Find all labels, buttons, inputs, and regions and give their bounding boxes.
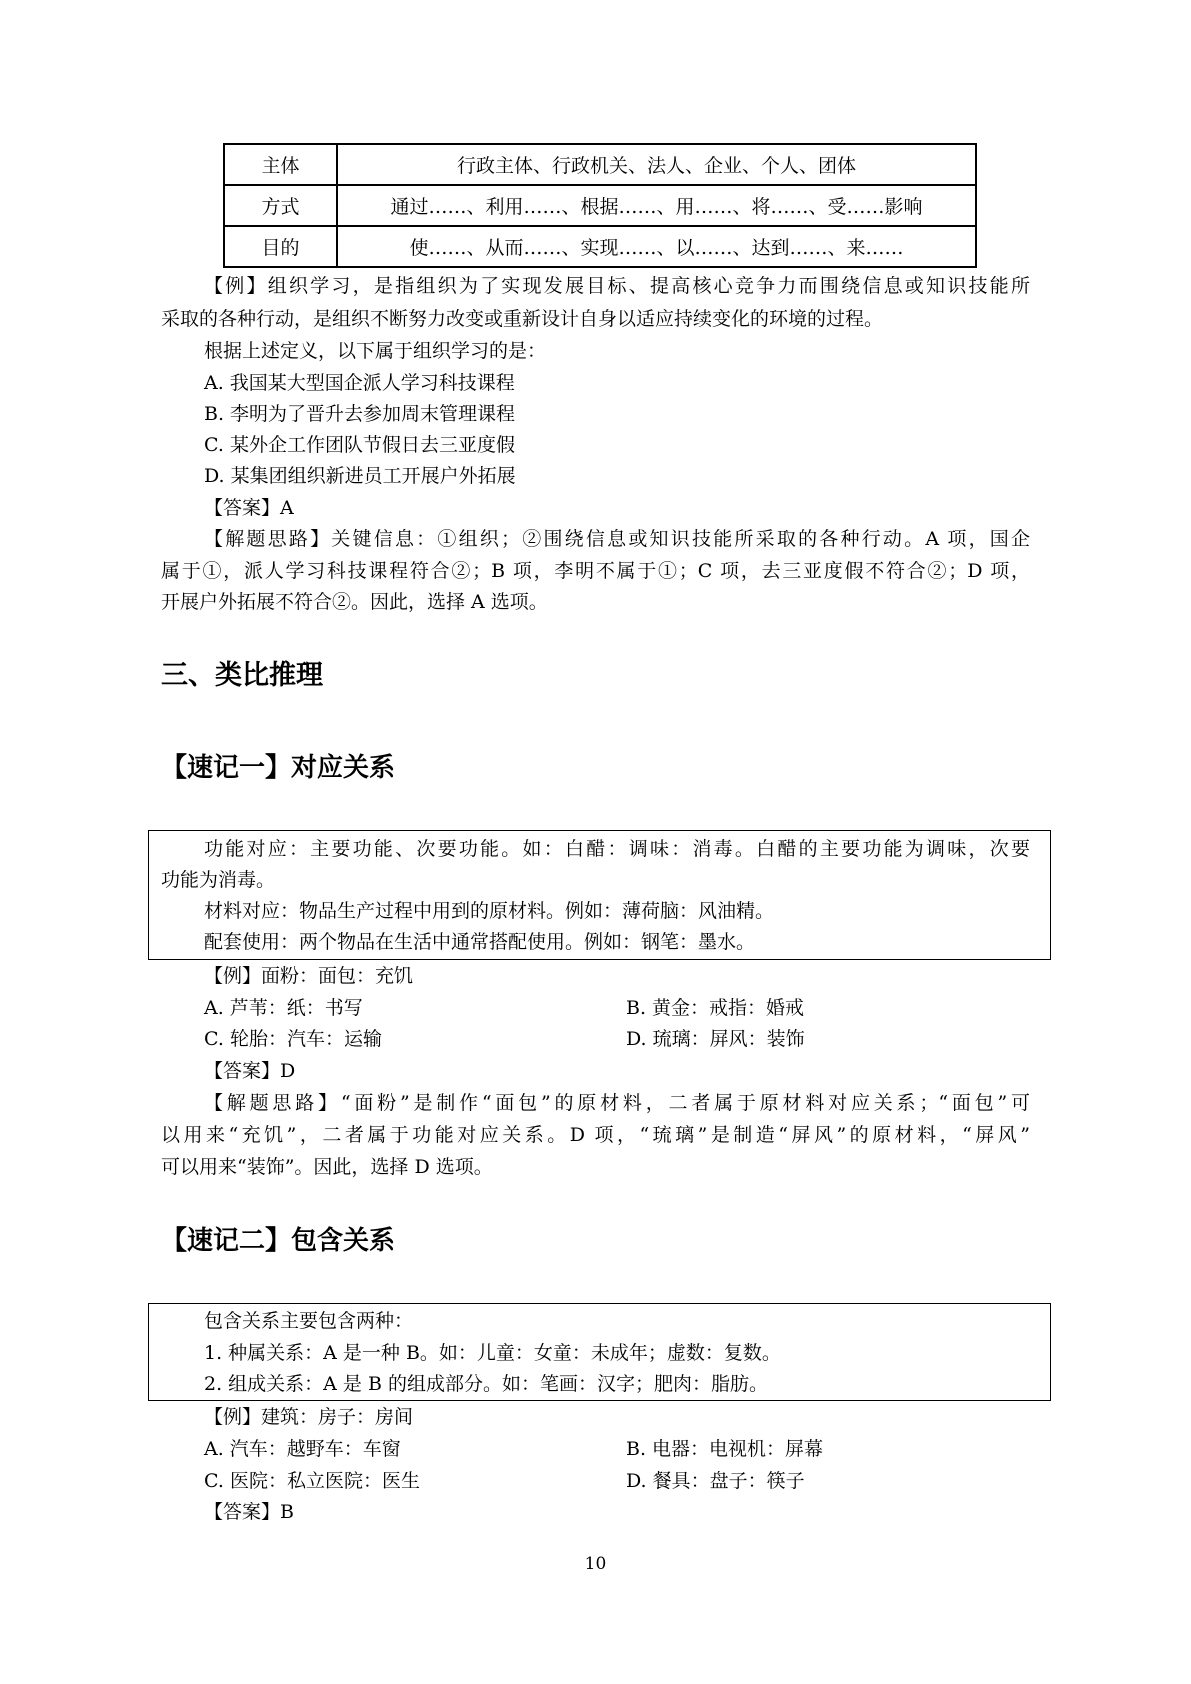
example-stem-line: 【例】组织学习，是指组织为了实现发展目标、提高核心竞争力而围绕信息或知识技能所 (204, 275, 1030, 297)
memo-box-line: 1. 种属关系：A 是一种 B。如：儿童：女童：未成年；虚数：复数。 (204, 1342, 781, 1364)
memo-box-line: 功能为消毒。 (161, 869, 276, 891)
analysis-line: 可以用来“装饰”。因此，选择 D 选项。 (161, 1156, 493, 1178)
answer: 【答案】B (204, 1501, 294, 1523)
memo-box-line: 功能对应：主要功能、次要功能。如：白醋：调味：消毒。白醋的主要功能为调味，次要 (204, 838, 1030, 860)
option-c: C. 医院：私立医院：医生 (204, 1470, 420, 1492)
answer: 【答案】A (204, 497, 294, 519)
memo-box-line: 2. 组成关系：A 是 B 的组成部分。如：笔画：汉字；肥肉：脂肪。 (204, 1373, 768, 1395)
option-a: A. 芦苇：纸：书写 (204, 997, 363, 1019)
section-title: 三、类比推理 (161, 660, 323, 691)
analysis-line: 以用来“充饥”，二者属于功能对应关系。D 项，“琉璃”是制造“屏风”的原材料，“屏风” (161, 1124, 1030, 1146)
analysis-line: 【解题思路】“面粉”是制作“面包”的原材料，二者属于原材料对应关系；“面包”可 (204, 1092, 1030, 1114)
table-cell-value: 行政主体、行政机关、法人、企业、个人、团体 (337, 144, 976, 185)
option-d: D. 某集团组织新进员工开展户外拓展 (204, 465, 516, 487)
memo-title: 【速记二】包含关系 (161, 1226, 396, 1256)
analysis-line: 【解题思路】关键信息：①组织；②围绕信息或知识技能所采取的各种行动。A 项，国企 (204, 528, 1030, 550)
table-cell-key: 主体 (224, 144, 337, 185)
table-row (224, 226, 976, 267)
option-b: B. 黄金：戒指：婚戒 (626, 997, 805, 1019)
option-b: B. 李明为了晋升去参加周末管理课程 (204, 403, 516, 425)
analysis-line: 属于①，派人学习科技课程符合②；B 项，李明不属于①；C 项，去三亚度假不符合②；D 项， (161, 560, 1030, 582)
memo-box-line: 材料对应：物品生产过程中用到的原材料。例如：薄荷脑：风油精。 (204, 900, 775, 922)
example-stem: 【例】面粉：面包：充饥 (204, 965, 414, 987)
page-number: 10 (584, 1554, 607, 1574)
example-stem: 【例】建筑：房子：房间 (204, 1406, 414, 1428)
table-row (224, 144, 976, 185)
answer: 【答案】D (204, 1060, 296, 1082)
analysis-line: 开展户外拓展不符合②。因此，选择 A 选项。 (161, 591, 548, 613)
option-d: D. 琉璃：屏风：装饰 (626, 1028, 805, 1050)
option-a: A. 汽车：越野车：车窗 (204, 1438, 401, 1460)
table-cell-value: 通过……、利用……、根据……、用……、将……、受……影响 (337, 185, 976, 226)
definition-structure-table (223, 143, 977, 268)
memo-title: 【速记一】对应关系 (161, 753, 396, 783)
memo-box-line: 配套使用：两个物品在生活中通常搭配使用。例如：钢笔：墨水。 (204, 931, 756, 953)
example-stem-line: 采取的各种行动，是组织不断努力改变或重新设计自身以适应持续变化的环境的过程。 (161, 308, 884, 330)
memo-box-line: 包含关系主要包含两种： (204, 1310, 414, 1332)
option-c: C. 某外企工作团队节假日去三亚度假 (204, 434, 515, 456)
option-c: C. 轮胎：汽车：运输 (204, 1028, 382, 1050)
table-cell-key: 方式 (224, 185, 337, 226)
example-question: 根据上述定义，以下属于组织学习的是： (204, 340, 547, 362)
option-a: A. 我国某大型国企派人学习科技课程 (204, 372, 515, 394)
table-row (224, 185, 976, 226)
table-cell-key: 目的 (224, 226, 337, 267)
table-cell-value: 使……、从而……、实现……、以……、达到……、来…… (337, 226, 976, 267)
option-d: D. 餐具：盘子：筷子 (626, 1470, 805, 1492)
option-b: B. 电器：电视机：屏幕 (626, 1438, 824, 1460)
